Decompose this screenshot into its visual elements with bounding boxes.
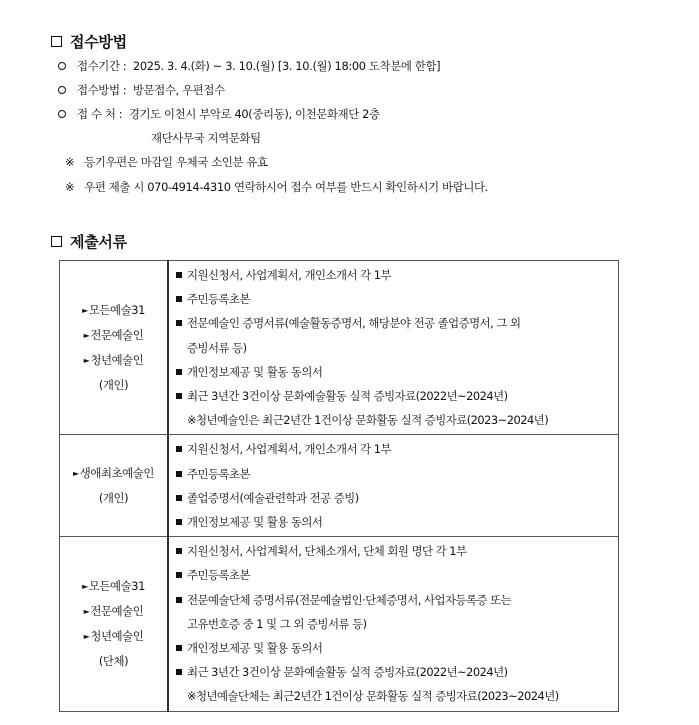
category-cell [60,435,169,537]
list-item: 전문예술단체 증명서류(전문예술법인·단체증명서, 사업자등록증 또는 [176,588,618,612]
triangle-right-icon: ► [82,582,88,592]
list-item: 지원신청서, 사업계획서, 개인소개서 각 1부 [176,437,618,461]
category-item: ►전문예술인 [83,328,144,343]
note-text: 우편 제출 시 070-4914-4310 연락하시어 접수 여부를 반드시 확인하시기 바랍니다. [84,180,488,194]
category-item: ►전문예술인 [83,604,144,619]
triangle-right-icon: ► [82,306,88,316]
list-item-continuation: 고유번호증 중 1 및 그 외 증빙서류 등) [187,616,367,631]
documents-table [59,260,619,712]
circle-outline-icon [58,86,66,94]
list-item: 주민등록초본 [176,563,618,587]
category-cell [60,261,169,435]
filled-square-icon [176,272,182,278]
filled-square-icon [176,320,182,326]
square-outline-icon [51,236,62,247]
table-row [60,537,619,711]
list-item: 전문예술인 증명서류(예술활동증명서, 해당분야 전공 졸업증명서, 그 외 [176,311,618,335]
circle-outline-icon [58,62,66,70]
square-outline-icon [51,36,62,47]
triangle-right-icon: ► [83,632,90,642]
row-label: 접수기간 : [77,59,127,73]
list-item: 지원신청서, 사업계획서, 단체소개서, 단체 회원 명단 각 1부 [176,539,618,563]
documents-cell [168,537,619,711]
filled-square-icon [176,645,182,651]
filled-square-icon [176,669,182,675]
triangle-right-icon: ► [83,331,90,341]
row-label: 접수방법 : [77,83,127,97]
note-text: 등기우편은 마감일 우체국 소인분 유효 [84,155,268,169]
list-item: 최근 3년간 3건이상 문화예술활동 실적 증빙자료(2022년~2024년) [176,660,618,684]
list-item: 개인정보제공 및 활용 동의서 [176,510,618,534]
list-note: ※청년예술인은 최근2년간 1건이상 문화활동 실적 증빙자료(2023~2024년) [187,413,549,428]
list-item: 개인정보제공 및 활용 동의서 [176,636,618,660]
filled-square-icon [176,369,182,375]
filled-square-icon [176,446,182,452]
section-heading-reception [51,31,127,52]
reception-method-row [58,82,225,98]
reception-place-cont: 재단사무국 지역문화팀 [151,131,261,145]
table-row [60,435,619,537]
category-item: ►청년예술인 [83,353,144,368]
triangle-right-icon: ► [83,607,90,617]
section-title: 접수방법 [70,33,127,51]
category-cell [60,537,169,711]
category-item: ►생애최초예술인 [73,466,154,481]
filled-square-icon [176,572,182,578]
reception-period-row [58,58,440,74]
documents-cell [168,435,619,537]
category-item: ►모든예술31 [82,579,145,594]
filled-square-icon [176,393,182,399]
list-item: 졸업증명서(예술관련학과 전공 증빙) [176,486,618,510]
list-item: 주민등록초본 [176,462,618,486]
row-text: 방문접수, 우편접수 [132,83,225,97]
section-heading-documents [51,231,127,252]
category-item: ►청년예술인 [83,629,144,644]
category-type: (개인) [98,491,129,506]
category-type: (개인) [98,378,129,393]
table-row [60,261,619,435]
list-item-continuation: 증빙서류 등) [187,340,247,355]
list-item: 최근 3년간 3건이상 문화예술활동 실적 증빙자료(2022년~2024년) [176,384,618,408]
list-item: 지원신청서, 사업계획서, 개인소개서 각 1부 [176,263,618,287]
circle-outline-icon [58,110,66,118]
filled-square-icon [176,519,182,525]
category-item: ►모든예술31 [82,303,145,318]
row-label: 접 수 처 : [77,107,123,121]
filled-square-icon [176,471,182,477]
row-text: 2025. 3. 4.(화) ~ 3. 10.(월) [3. 10.(월) 18:00 도착분에 한함] [132,59,441,73]
note-mark: ※ [65,180,75,194]
category-type: (단체) [98,654,129,669]
row-text: 경기도 이천시 부악로 40(중리동), 이천문화재단 2층 [128,107,380,121]
note-registered-mail [65,154,268,170]
documents-cell [168,261,619,435]
triangle-right-icon: ► [83,356,90,366]
list-item: 개인정보제공 및 활동 동의서 [176,360,618,384]
filled-square-icon [176,296,182,302]
note-phone-confirm [65,179,488,195]
filled-square-icon [176,495,182,501]
section-title: 제출서류 [70,233,127,251]
note-mark: ※ [65,155,75,169]
list-note: ※청년예술단체는 최근2년간 1건이상 문화활동 실적 증빙자료(2023~2024년) [187,689,559,704]
filled-square-icon [176,548,182,554]
list-item: 주민등록초본 [176,287,618,311]
reception-place-row [58,106,380,122]
triangle-right-icon: ► [73,469,79,479]
filled-square-icon [176,597,182,603]
